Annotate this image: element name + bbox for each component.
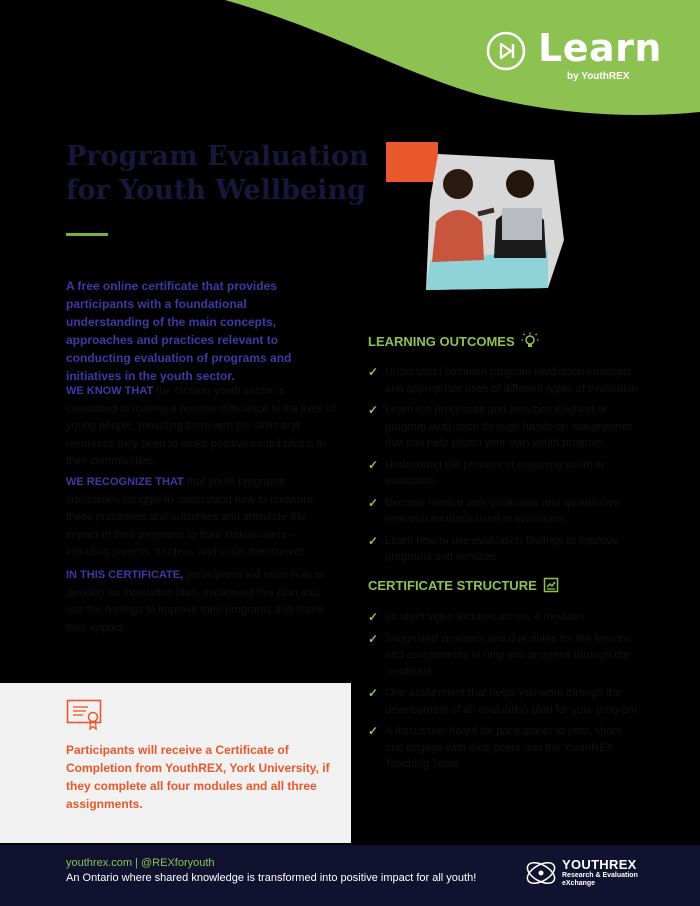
list-item: ✓ Learn how to use evaluation findings to improve programs and services: [368, 533, 618, 563]
students-photo: [386, 140, 566, 290]
list-item: ✓ Understand common program evaluation concepts and appropriate uses of different types of evaluation: [368, 365, 638, 395]
check-icon: ✓: [368, 631, 379, 646]
intro-text: A free online certificate that provides participants with a foundational understanding of the main concepts, approaches and practices relevant to conducting evaluation of programs and initiatives in the youth sector.: [66, 279, 292, 383]
logo-text: Learn: [538, 26, 662, 70]
certificate-structure-list: [368, 609, 643, 778]
paragraph-lead: WE RECOGNIZE THAT: [66, 476, 184, 488]
list-item: ✓ Become familiar with qualitative and quantitative research methods used in evaluation: [368, 495, 620, 525]
list-item: ✓ A discussion board for participants to post, share and engage with their peers and the YouthREX Teaching Team: [368, 724, 623, 770]
list-item: ✓ One assignment that helps you work through the development of an evaluation plan for your program: [368, 686, 637, 716]
logo-subtitle: by YouthREX: [567, 71, 630, 82]
footer-tagline: An Ontario where shared knowledge is transformed into positive impact for all youth!: [66, 872, 477, 884]
paragraph-lead: WE KNOW THAT: [66, 385, 154, 397]
lightbulb-icon: [521, 332, 539, 350]
list-item: ✓ Learn the processes and activities involved in program evaluation through hands-on assignments that can help inform your own youth program: [368, 403, 634, 449]
certificate-icon: [66, 699, 102, 731]
check-icon: ✓: [368, 495, 379, 510]
check-icon: ✓: [368, 533, 379, 548]
learning-outcomes-list: [368, 364, 643, 571]
check-icon: ✓: [368, 403, 379, 417]
check-icon: ✓: [368, 686, 379, 700]
check-icon: ✓: [368, 610, 379, 624]
paragraph-body: that youth programs sometimes struggle to understand how to measure these processes and outcomes and articulate the impact of their programs to their stakeholders – including parents, funders, and youth themselves.: [66, 476, 314, 558]
completion-note: Participants will receive a Certificate of Completion from YouthREX, York University, if they complete all four modules and all three assignments.: [66, 743, 330, 811]
paragraph-we-know: [66, 383, 338, 471]
paragraph-body: participants will learn how to develop an evaluation plan, implement this plan and use the findings to improve their programs and share their impact.: [66, 569, 324, 634]
footer-links[interactable]: youthrex.com | @REXforyouth: [66, 857, 215, 869]
check-icon: ✓: [368, 457, 379, 472]
section-title: LEARNING OUTCOMES: [368, 333, 515, 349]
list-item: ✓ 28 short video lectures across 4 modules: [368, 610, 585, 624]
check-icon: ✓: [368, 724, 379, 738]
org-name: YOUTHREX: [562, 857, 637, 872]
section-title: CERTIFICATE STRUCTURE: [368, 577, 537, 593]
list-item: ✓ Understand the process of engaging youth in evaluation: [368, 457, 604, 487]
structure-icon: [543, 577, 559, 593]
org-subtitle: Research & Evaluation eXchange: [562, 872, 638, 887]
learning-outcomes-heading: [368, 332, 539, 350]
check-icon: ✓: [368, 365, 379, 379]
list-item: ✓ Suggested timelines and due dates for the lessons and assignments to help you progress through the certificate: [368, 631, 632, 678]
paragraph-we-recognize: [66, 474, 338, 562]
youthrex-logo-icon: [524, 856, 558, 890]
page-title: Program Evaluation for Youth Wellbeing: [66, 141, 369, 206]
paragraph-in-certificate: [66, 567, 338, 637]
paragraph-lead: IN THIS CERTIFICATE,: [66, 569, 184, 581]
play-logo-icon: [486, 31, 526, 71]
certificate-structure-heading: [368, 577, 559, 593]
title-divider: [66, 233, 108, 236]
paragraph-body: the Ontario youth sector is committed to making a positive difference in the lives of young people, providing them with the skills and resources they need to make positive contributions to their communities.: [66, 385, 336, 467]
